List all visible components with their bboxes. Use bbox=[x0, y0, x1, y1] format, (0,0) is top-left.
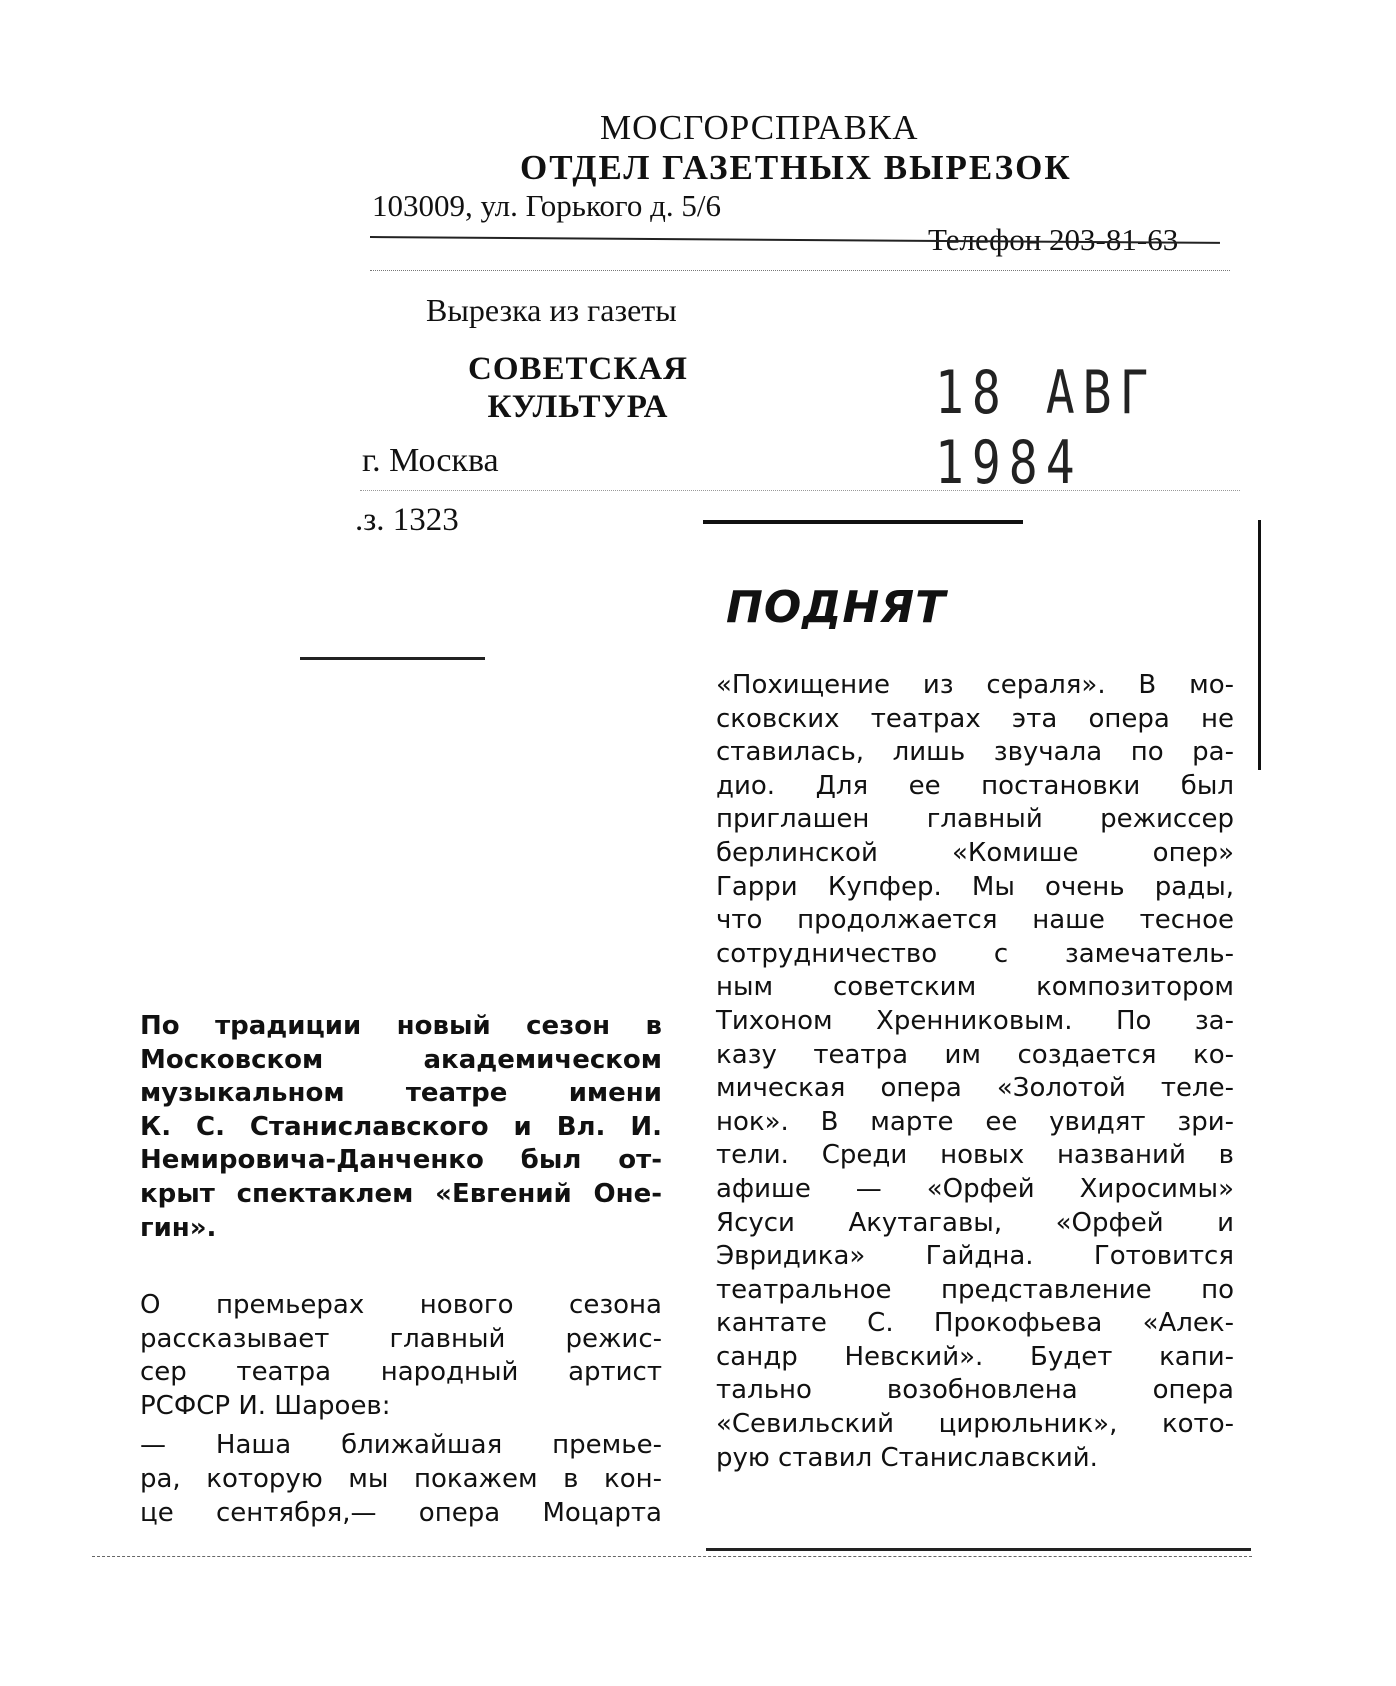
text-line: берлинской «Комише опер» bbox=[716, 837, 1234, 868]
agency-title: МОСГОРСПРАВКА bbox=[600, 108, 919, 147]
text-line: Московском академическом bbox=[140, 1044, 662, 1075]
text-line: казу театра им создается ко- bbox=[716, 1039, 1234, 1070]
text-line: сер театра народный артист bbox=[140, 1357, 662, 1388]
left-column-rule bbox=[300, 657, 485, 660]
text-line: приглашен главный режиссер bbox=[716, 804, 1234, 835]
header-dotted-rule bbox=[370, 270, 1230, 271]
text-line: кантате С. Прокофьева «Алек- bbox=[716, 1308, 1234, 1339]
text-line: «Похищение из сераля». В мо- bbox=[716, 670, 1234, 700]
text-line: це сентября,— опера Моцарта bbox=[140, 1497, 662, 1528]
address: 103009, ул. Горького д. 5/6 bbox=[372, 188, 722, 223]
text-line: Тихоном Хренниковым. По за- bbox=[716, 1005, 1234, 1036]
text-line: театральное представление по bbox=[716, 1274, 1234, 1305]
text-line: «Севильский цирюльник», кото- bbox=[716, 1409, 1234, 1440]
city-dotted-rule bbox=[360, 490, 1240, 491]
date-stamp: 18 АВГ 1984 bbox=[935, 358, 1157, 498]
text-line: дио. Для ее постановки был bbox=[716, 770, 1234, 801]
department-title: ОТДЕЛ ГАЗЕТНЫХ ВЫРЕЗОК bbox=[520, 148, 1072, 187]
text-line: ставилась, лишь звучала по ра- bbox=[716, 737, 1234, 768]
newspaper-name bbox=[468, 350, 688, 426]
column-top-rule bbox=[703, 520, 1023, 524]
text-line: РСФСР И. Шароев: bbox=[140, 1390, 391, 1421]
text-line: Ясуси Акутагавы, «Орфей и bbox=[716, 1207, 1234, 1238]
text-line: Немировича-Данченко был от- bbox=[140, 1145, 662, 1176]
text-line: крыт спектаклем «Евгений Оне- bbox=[140, 1178, 662, 1209]
text-line: рассказывает главный режис- bbox=[140, 1323, 662, 1354]
article-right-column bbox=[716, 669, 1234, 1475]
text-line: По традиции новый сезон в bbox=[140, 1011, 662, 1041]
article-headline: ПОДНЯТ bbox=[726, 582, 947, 633]
clipping-label: Вырезка из газеты bbox=[426, 292, 677, 328]
text-line: нок». В марте ее увидят зри- bbox=[716, 1106, 1234, 1137]
phone: Телефон 203-81-63 bbox=[928, 222, 1179, 257]
text-line: сандр Невский». Будет капи- bbox=[716, 1341, 1234, 1372]
bottom-dashed-rule bbox=[92, 1556, 1252, 1557]
newspaper-name-line1: СОВЕТСКАЯ bbox=[468, 351, 688, 387]
text-line: тально возобновлена опера bbox=[716, 1375, 1234, 1406]
text-line: мическая опера «Золотой теле- bbox=[716, 1073, 1234, 1104]
text-line: тели. Среди новых названий в bbox=[716, 1140, 1234, 1171]
bottom-rule bbox=[706, 1548, 1251, 1551]
text-line: Гарри Купфер. Мы очень рады, bbox=[716, 871, 1234, 902]
text-line: Эвридика» Гайдна. Готовится bbox=[716, 1241, 1234, 1272]
text-line: музыкальном театре имени bbox=[140, 1078, 662, 1109]
text-line: сковских театрах эта опера не bbox=[716, 703, 1234, 734]
text-line: что продолжается наше тесное bbox=[716, 905, 1234, 936]
order-number: .з. 1323 bbox=[355, 502, 459, 538]
text-line: ра, которую мы покажем в кон- bbox=[140, 1463, 662, 1494]
column-side-rule bbox=[1258, 520, 1261, 770]
text-line: гин». bbox=[140, 1212, 217, 1243]
newspaper-name-line2: КУЛЬТУРА bbox=[487, 389, 669, 425]
text-line: сотрудничество с замечатель- bbox=[716, 938, 1234, 969]
text-line: О премьерах нового сезона bbox=[140, 1290, 662, 1320]
text-line: К. С. Станиславского и Вл. И. bbox=[140, 1111, 662, 1142]
text-line: афише — «Орфей Хиросимы» bbox=[716, 1173, 1234, 1204]
text-line: — Наша ближайшая премье- bbox=[140, 1430, 662, 1461]
text-line: рую ставил Станиславский. bbox=[716, 1442, 1098, 1473]
text-line: ным советским композитором bbox=[716, 972, 1234, 1003]
city: г. Москва bbox=[362, 442, 499, 479]
article-lead bbox=[140, 1010, 662, 1245]
article-left-column bbox=[140, 1289, 662, 1530]
